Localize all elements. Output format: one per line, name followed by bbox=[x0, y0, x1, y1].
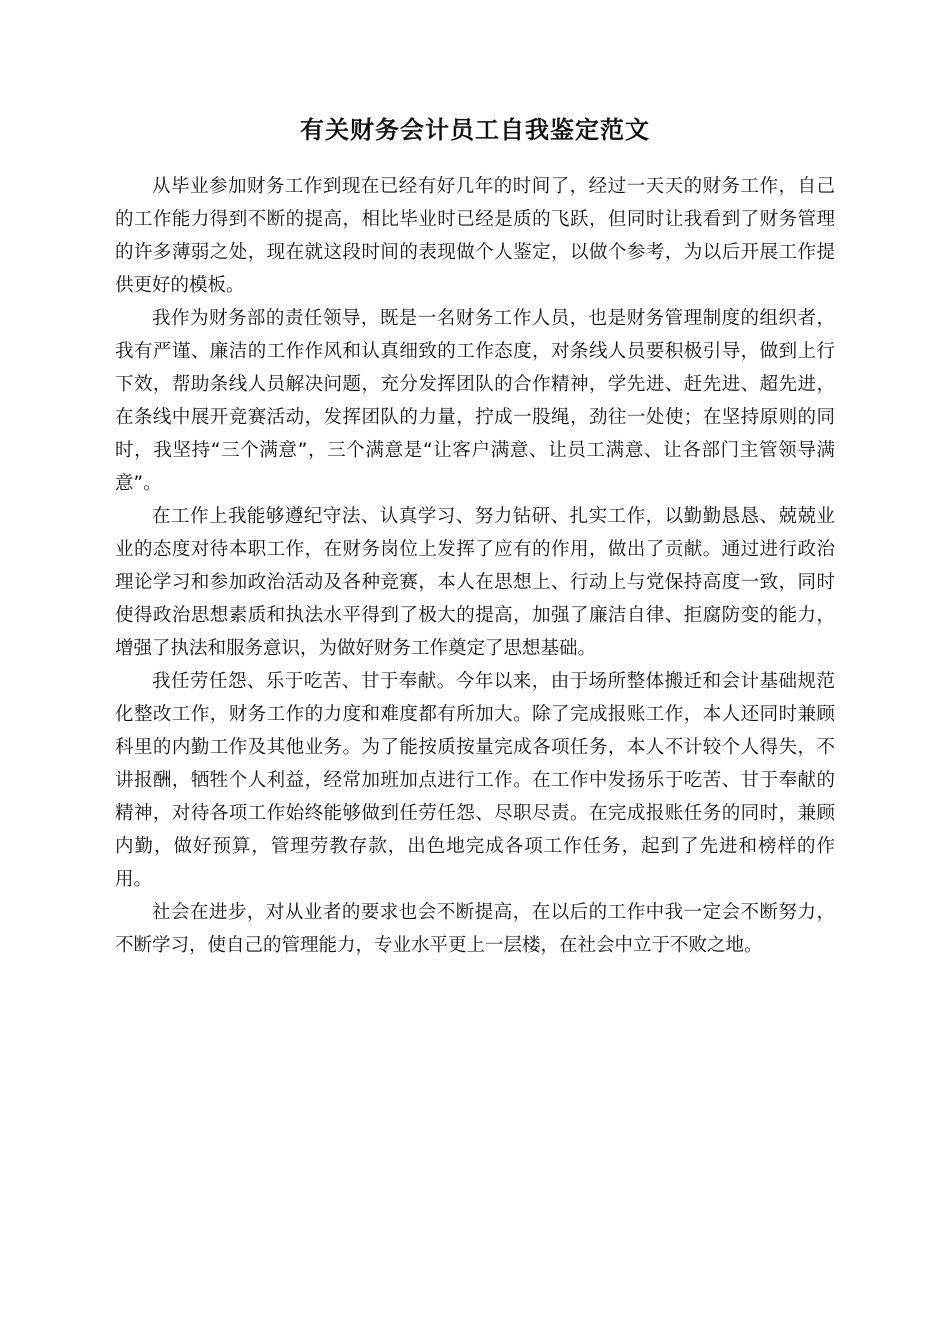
paragraph-4: 我任劳任怨、乐于吃苦、甘于奉献。今年以来，由于场所整体搬迁和会计基础规范化整改工作，财务工作的力度和难度都有所加大。除了完成报账工作，本人还同时兼顾科里的内勤工作及其他业务。为了能按质按量完成各项任务，本人不计较个人得失，不讲报酬，牺牲个人利益，经常加班加点进行工作。在工作中发扬乐于吃苦、甘于奉献的精神，对待各项工作始终能够做到任劳任怨、尽职尽责。在完成报账任务的同时，兼顾内勤，做好预算，管理劳教存款，出色地完成各项工作任务，起到了先进和榜样的作用。 bbox=[115, 671, 835, 890]
document-title: 有关财务会计员工自我鉴定范文 bbox=[300, 116, 650, 144]
paragraph-3: 在工作上我能够遵纪守法、认真学习、努力钻研、扎实工作，以勤勤恳恳、兢兢业业的态度对待本职工作，在财务岗位上发挥了应有的作用，做出了贡献。通过进行政治理论学习和参加政治活动及各种竞赛，本人在思想上、行动上与党保持高度一致，同时使得政治思想素质和执法水平得到了极大的提高，加强了廉洁自律、拒腐防变的能力，增强了执法和服务意识，为做好财务工作奠定了思想基础。 bbox=[115, 506, 835, 659]
paragraph-2: 我作为财务部的责任领导，既是一名财务工作人员，也是财务管理制度的组织者，我有严谨、廉洁的工作作风和认真细致的工作态度，对条线人员要积极引导，做到上行下效，帮助条线人员解决问题，充分发挥团队的合作精神，学先进、赶先进、超先进，在条线中展开竞赛活动，发挥团队的力量，拧成一股绳，劲往一处使；在坚持原则的同时，我坚持“三个满意”，三个满意是“让客户满意、让员工满意、让各部门主管领导满意”。 bbox=[115, 308, 835, 494]
document-body bbox=[115, 170, 835, 962]
paragraph-5: 社会在进步，对从业者的要求也会不断提高，在以后的工作中我一定会不断努力，不断学习，使自己的管理能力，专业水平更上一层楼，在社会中立于不败之地。 bbox=[115, 902, 835, 956]
paragraph-1: 从毕业参加财务工作到现在已经有好几年的时间了，经过一天天的财务工作，自己的工作能力得到不断的提高，相比毕业时已经是质的飞跃，但同时让我看到了财务管理的许多薄弱之处，现在就这段时间的表现做个人鉴定，以做个参考，为以后开展工作提供更好的模板。 bbox=[115, 176, 835, 296]
